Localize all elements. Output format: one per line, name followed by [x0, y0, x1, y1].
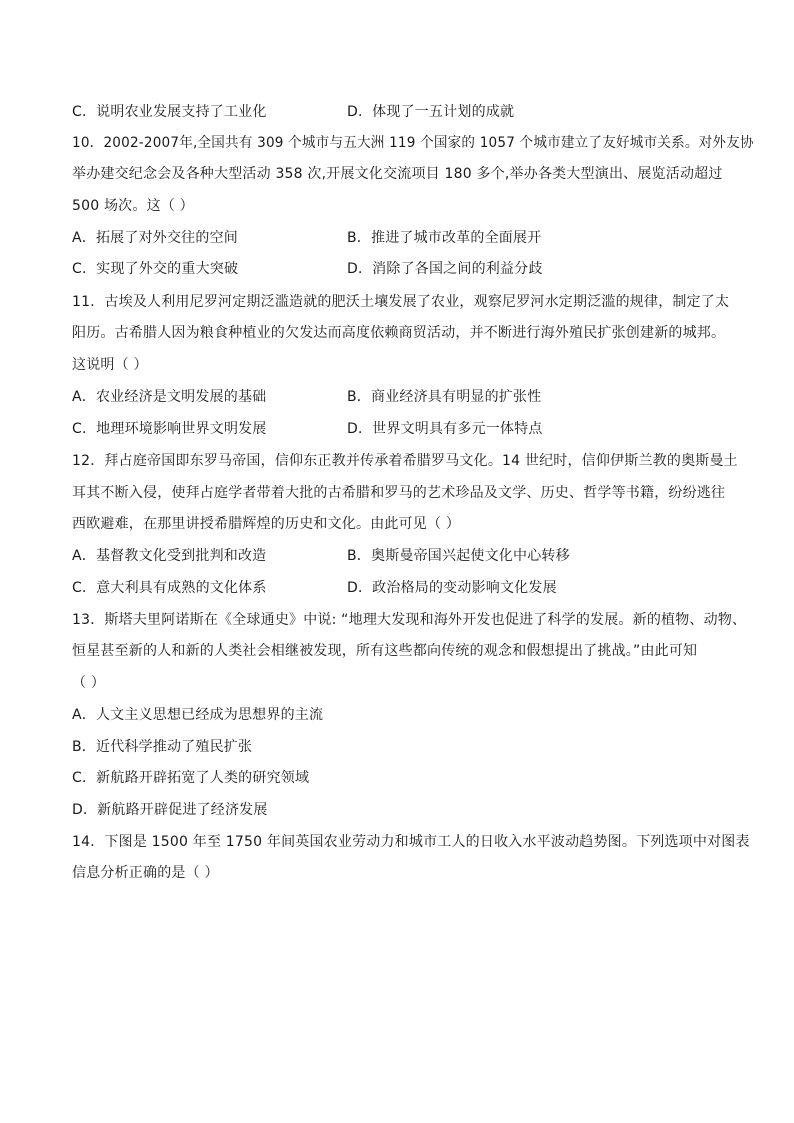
- q11-option-b: B．商业经济具有明显的扩张性: [347, 389, 542, 405]
- q10-option-d: D．消除了各国之间的利益分歧: [347, 261, 543, 277]
- q14-stem-line-2: 信息分析正确的是（ ）: [72, 865, 219, 881]
- q12-option-a: A．基督教文化受到批判和改造: [72, 548, 267, 564]
- q10-stem-line-3: 500 场次。这（ ）: [72, 198, 194, 214]
- q9-option-d: D．体现了一五计划的成就: [347, 104, 515, 120]
- q10-stem-line-1: 10．2002-2007年,全国共有 309 个城市与五大洲 119 个国家的 1057 个城市建立了友好城市关系。对外友协: [72, 135, 754, 151]
- q12-stem-line-3: 西欧避难，在那里讲授希腊辉煌的历史和文化。由此可见（ ）: [72, 516, 461, 532]
- q13-option-a: A．人文主义思想已经成为思想界的主流: [72, 707, 324, 723]
- q12-stem-line-2: 耳其不断入侵，使拜占庭学者带着大批的古希腊和罗马的艺术珍品及文学、历史、哲学等书籍，纷纷逃往: [72, 485, 726, 501]
- q9-option-c: C．说明农业发展支持了工业化: [72, 104, 267, 120]
- q12-stem-line-1: 12．拜占庭帝国即东罗马帝国，信仰东正教并传承着希腊罗马文化。14 世纪时，信仰伊斯兰教的奥斯曼土: [72, 453, 738, 469]
- q11-option-d: D．世界文明具有多元一体特点: [347, 421, 543, 437]
- q13-stem-line-2: 恒星甚至新的人和新的人类社会相继被发现，所有这些都向传统的观念和假想提出了挑战。”由此可知: [72, 643, 698, 659]
- q11-stem-line-3: 这说明（ ）: [72, 357, 148, 373]
- q13-stem-line-3: （ ）: [72, 675, 106, 691]
- q11-option-c: C．地理环境影响世界文明发展: [72, 421, 267, 437]
- q10-option-c: C．实现了外交的重大突破: [72, 261, 239, 277]
- q10-stem-line-2: 举办建交纪念会及各种大型活动 358 次,开展文化交流项目 180 多个,举办各类大型演出、展览活动超过: [72, 166, 723, 182]
- q13-option-b: B．近代科学推动了殖民扩张: [72, 739, 253, 755]
- q13-stem-line-1: 13．斯塔夫里阿诺斯在《全球通史》中说: “地理大发现和海外开发也促进了科学的发展。新的植物、动物、: [72, 612, 747, 628]
- q12-option-d: D．政治格局的变动影响文化发展: [347, 580, 557, 596]
- q14-stem-line-1: 14．下图是 1500 年至 1750 年间英国农业劳动力和城市工人的日收入水平波动趋势图。下列选项中对图表: [72, 834, 750, 850]
- q11-stem-line-1: 11．古埃及人利用尼罗河定期泛滥造就的肥沃土壤发展了农业，观察尼罗河水定期泛滥的规律，制定了太: [72, 294, 730, 310]
- q12-option-c: C．意大利具有成熟的文化体系: [72, 580, 267, 596]
- q11-option-a: A．农业经济是文明发展的基础: [72, 389, 267, 405]
- q11-stem-line-2: 阳历。古希腊人因为粮食种植业的欠发达而高度依赖商贸活动，并不断进行海外殖民扩张创建新的城邦。: [72, 325, 726, 341]
- q10-option-a: A．拓展了对外交往的空间: [72, 230, 238, 246]
- q12-option-b: B．奥斯曼帝国兴起使文化中心转移: [347, 548, 570, 564]
- q10-option-b: B．推进了城市改革的全面展开: [347, 230, 542, 246]
- q13-option-c: C．新航路开辟拓宽了人类的研究领域: [72, 770, 310, 786]
- q13-option-d: D．新航路开辟促进了经济发展: [72, 802, 268, 818]
